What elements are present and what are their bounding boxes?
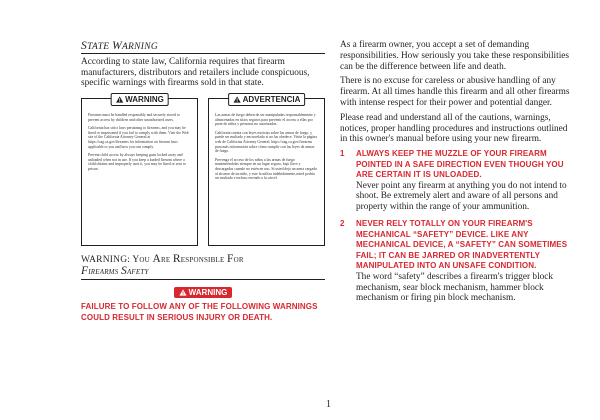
english-warning-box — [81, 95, 198, 246]
english-paragraph: Prevent child access by always keeping guns locked away and unloaded when not in use. If you keep a loaded firearm where a child obtains and improperly uses it, you may be fined or sent to prison. — [88, 153, 186, 172]
rule-number: 1 — [340, 149, 345, 159]
red-warning-badge — [174, 287, 232, 298]
responsible-title: WARNING: You Are Responsible For Firearms Safety — [81, 254, 325, 280]
spanish-paragraph: California cuenta con leyes estrictas sobre las armas de fuego, y puede ser multado y encarcelado si no las obedece. Visite la página web de California Attorney General, https://oag.ca.gov/firearms para más información sobre cómo cumplir con las leyes de armas de fuego. — [215, 130, 317, 154]
spanish-paragraph: Prevenga el acceso de los niños a las armas de fuego manteniéndolas siempre en un lugar seguro, bajo llave y descargadas cuando no estén en uso. Si usted deja un arma cargada al alcance de un niño, y este la utiliza indebidamente,usted podría ser multado e incluso enviado a la cárcel. — [215, 157, 317, 181]
intro-paragraph: As a firearm owner, you accept a set of demanding responsibilities. How seriously you take these responsibilities can be the difference between life and death. — [340, 40, 570, 72]
state-warning-body: According to state law, California requires that firearm manufacturers, distributors and retailers include conspicuous, specific warnings with firearms sold in that state. — [81, 57, 310, 89]
spanish-warning-box — [208, 95, 325, 246]
warning-triangle-icon — [115, 96, 123, 103]
intro-paragraph: Please read and understand all of the cautions, warnings, notices, proper handling procedures and instructions outlined in this owner's manual before using your new firearm. — [340, 112, 568, 145]
state-warning-title: STATE WARNING — [81, 40, 325, 54]
safety-rule — [340, 219, 572, 303]
english-paragraph: Firearms must be handled responsibly and securely stored to prevent access by children and other unauthorized users. — [88, 113, 180, 122]
rule-body: Never point any firearm at anything you do not intend to shoot. Be extremely alert and aware of all persons and property within the range of your ammunition. — [356, 180, 567, 212]
right-column — [340, 40, 572, 304]
intro-paragraph: There is no excuse for careless or abusive handling of any firearm. At all times handle this firearm and all other firearms with intense respect for their power and potential danger. — [340, 76, 570, 108]
english-paragraph: California has strict laws pertaining to firearms, and you may be fined or imprisoned if you fail to comply with them. Visit the Web site of the California Attorney General at https://oag.ca.gov/firearms for information on firearm laws applicable to you and how you can comply. — [88, 126, 189, 149]
rule-heading: NEVER RELY TOTALLY ON YOUR FIREARM'S MECHANICAL “SAFETY” DEVICE. LIKE ANY MECHANICAL DEVICE, A “SAFETY” CAN SOMETIMES FAIL; IT CAN BE JARRED OR INADVERTENTLY MANIPULATED INTO AN UNSAFE CONDITION. — [356, 219, 568, 271]
warning-triangle-icon — [233, 96, 241, 103]
failure-warning-text: FAILURE TO FOLLOW ANY OF THE FOLLOWING WARNINGS COULD RESULT IN SERIOUS INJURY OR DEATH. — [81, 302, 318, 322]
page-number: 1 — [326, 399, 331, 410]
safety-rule — [340, 149, 572, 212]
spanish-paragraph: Las armas de fuego deben de ser manipuladas responsablemente y almacenadas en sitios seguros para prevenir el acceso a ellas por parte de niños y personas no autorizadas. — [215, 113, 316, 127]
rule-body: The word “safety” describes a firearm's trigger block mechanism, sear block mechanism, hammer block mechanism or firing pin block mechanism. — [356, 271, 554, 304]
rule-number: 2 — [340, 219, 345, 229]
warning-boxes — [81, 95, 325, 246]
rule-heading: ALWAYS KEEP THE MUZZLE OF YOUR FIREARM POINTED IN A SAFE DIRECTION EVEN THOUGH YOU ARE CERTAIN IT IS UNLOADED. — [356, 149, 564, 180]
advertencia-badge-label: ADVERTENCIA — [242, 95, 301, 105]
warning-badge — [110, 93, 169, 106]
left-column — [81, 40, 325, 323]
warning-badge-label: WARNING — [125, 95, 164, 105]
advertencia-badge — [228, 93, 306, 106]
warning-triangle-icon — [179, 289, 187, 296]
red-warning-badge-label: WARNING — [188, 288, 228, 298]
